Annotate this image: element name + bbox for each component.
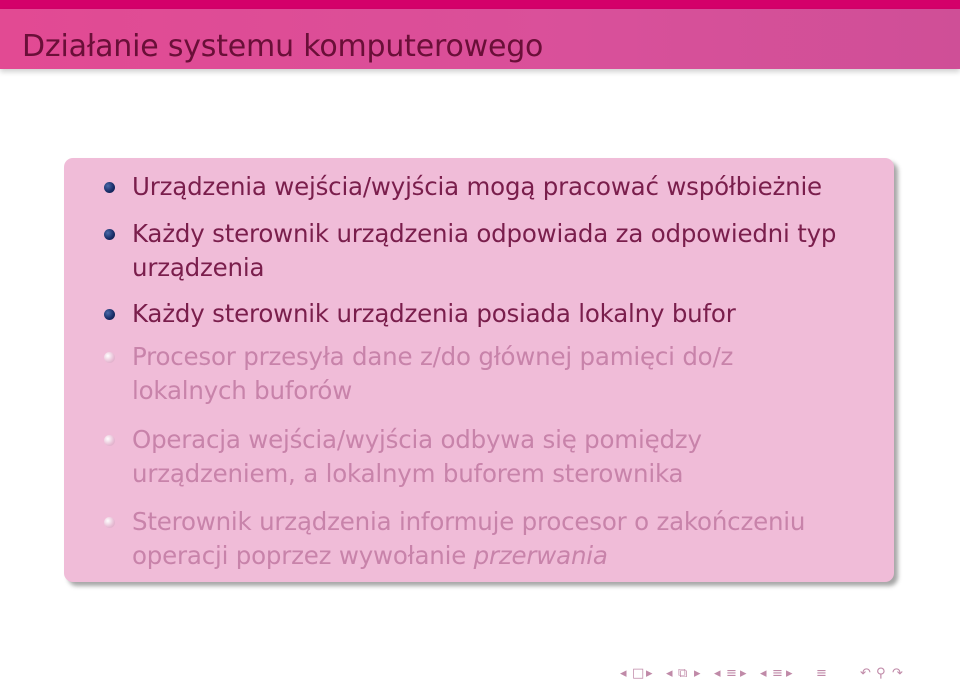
list-item-4 [132, 340, 872, 408]
bullet-icon [104, 435, 115, 446]
nav-subsection-prev-icon[interactable]: ◂ [666, 666, 673, 681]
top-accent-strip [0, 0, 960, 9]
list-item-text-line1: Operacja wejścia/wyjścia odbywa się pomiędzy [132, 425, 702, 454]
nav-section-prev-icon[interactable]: ◂ [714, 666, 721, 681]
bullet-icon [104, 309, 115, 320]
nav-part-icon[interactable]: ≡ [772, 666, 783, 681]
list-item-text-plain: operacji poprzez wywołanie [132, 541, 474, 570]
nav-undo-icon[interactable]: ↶ [860, 666, 871, 681]
list-item-text-line2: lokalnych buforów [132, 376, 353, 405]
list-item-6 [132, 505, 872, 573]
list-item-text-line1: Sterownik urządzenia informuje procesor o zakończeniu [132, 507, 806, 536]
nav-section-next-icon[interactable]: ▸ [740, 666, 747, 681]
list-item-text-line1: Procesor przesyła dane z/do głównej pamięci do/z [132, 342, 734, 371]
nav-redo-icon[interactable]: ↷ [892, 666, 903, 681]
list-item-text-line2: urządzenia [132, 253, 265, 282]
bullet-icon [104, 182, 115, 193]
list-item-2 [132, 217, 872, 285]
nav-frame-icon[interactable]: □ [632, 666, 645, 681]
navigation-bar [620, 665, 954, 683]
list-item-text-emphasis: przerwania [473, 541, 608, 570]
nav-subsection-next-icon[interactable]: ▸ [694, 666, 701, 681]
nav-section-icon[interactable]: ≡ [726, 666, 737, 681]
nav-frame-next-icon[interactable]: ▸ [646, 666, 653, 681]
title-bar [0, 9, 960, 69]
list-item-text-line1: Każdy sterownik urządzenia odpowiada za odpowiedni typ [132, 219, 837, 248]
bullet-icon [104, 517, 115, 528]
nav-subsection-icon[interactable]: ⧉ [678, 666, 688, 681]
bullet-icon [104, 229, 115, 240]
nav-part-prev-icon[interactable]: ◂ [760, 666, 767, 681]
list-item-5 [132, 423, 872, 491]
list-item-text: Urządzenia wejścia/wyjścia mogą pracować współbieżnie [132, 172, 822, 201]
list-item-1 [132, 170, 872, 204]
nav-part-next-icon[interactable]: ▸ [786, 666, 793, 681]
nav-search-icon[interactable]: ⚲ [876, 666, 886, 681]
list-item-text: Każdy sterownik urządzenia posiada lokalny bufor [132, 299, 736, 328]
list-item-text-line2 [132, 539, 872, 573]
list-item-3 [132, 297, 872, 331]
nav-frame-prev-icon[interactable]: ◂ [620, 666, 627, 681]
nav-document-icon[interactable]: ≡ [816, 666, 827, 681]
list-item-text-line2: urządzeniem, a lokalnym buforem sterownika [132, 459, 684, 488]
bullet-icon [104, 352, 115, 363]
slide-title: Działanie systemu komputerowego [22, 29, 544, 64]
